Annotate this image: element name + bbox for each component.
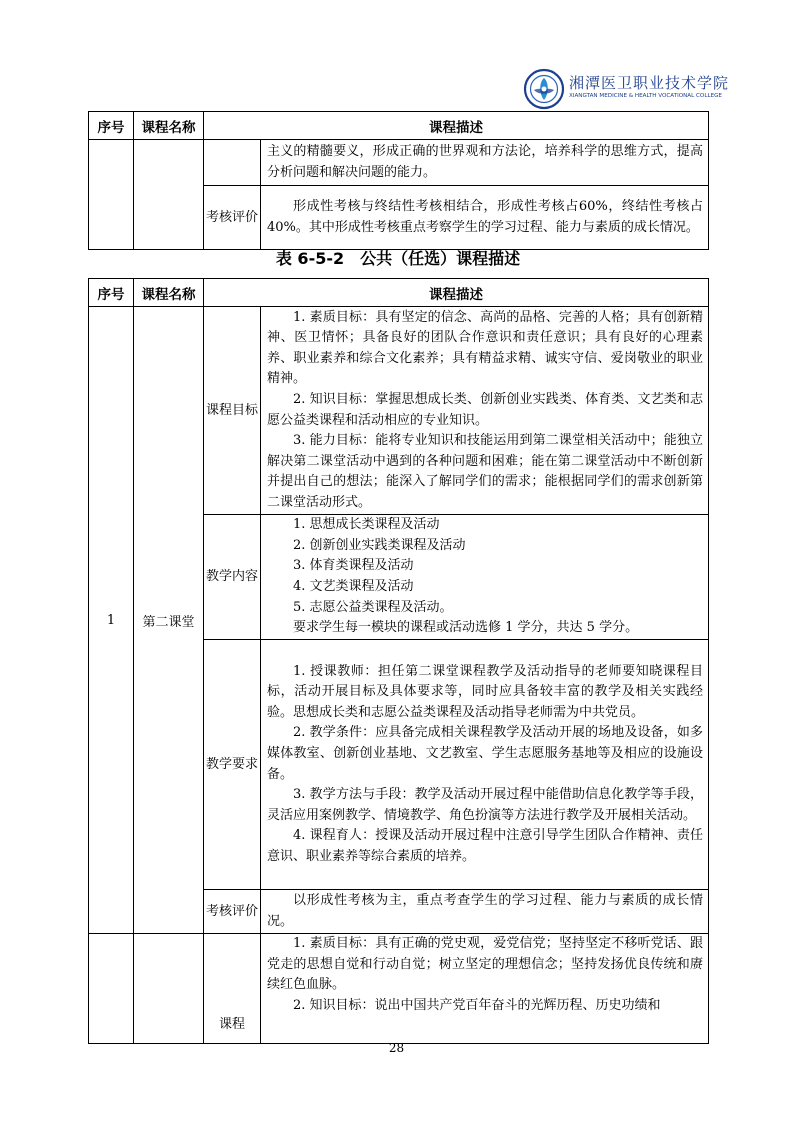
header-course-name: 课程名称 (134, 279, 204, 307)
header-course-desc: 课程描述 (204, 279, 709, 307)
content-requirement: 要求学生每一模块的课程或活动选修 1 学分，共达 5 学分。 (293, 620, 639, 636)
req-label: 教学要求 (204, 640, 261, 890)
header-seq: 序号 (89, 279, 134, 307)
table-row (89, 934, 709, 1044)
course-name-cell (134, 934, 204, 1044)
table-header-row (89, 112, 709, 140)
course-name-cell (134, 140, 204, 250)
goal-desc (261, 307, 709, 515)
table-header-row (89, 279, 709, 307)
req-desc (261, 640, 709, 890)
goal-label: 课程目标 (204, 307, 261, 515)
course-name-cell: 第二课堂 (134, 307, 204, 934)
req-teacher: 1. 授课教师：担任第二课堂课程教学及活动指导的老师要知晓课程目标，活动开展目标及具体要求等，同时应具备较丰富的教学及相关实践经验。思想成长类和志愿公益类课程及活动指导老师需为中共党员。 (267, 663, 703, 720)
college-logo (523, 68, 730, 112)
content-item: 2. 创新创业实践类课程及活动 (293, 537, 466, 553)
req-conditions: 2. 教学条件：应具备完成相关课程教学及活动开展的场地及设备，如多媒体教室、创新创业基地、文艺教室、学生志愿服务基地等及相应的设施设备。 (267, 725, 703, 782)
req-education: 4. 课程育人：授课及活动开展过程中注意引导学生团队合作精神、责任意识、职业素养等综合素质的培养。 (267, 828, 703, 864)
course-table-continued (88, 111, 709, 250)
label-cell (204, 140, 261, 186)
assess-label: 考核评价 (204, 186, 261, 250)
table-row (89, 140, 709, 186)
header-course-name: 课程名称 (134, 112, 204, 140)
desc-cell (261, 140, 709, 186)
assess-text: 形成性考核与终结性考核相结合，形成性考核占60%，终结性考核占40%。其中形成性考核重点考察学生的学习过程、能力与素质的成长情况。 (267, 198, 703, 235)
goal-text: 主义的精髓要义，形成正确的世界观和方法论，培养科学的思维方式，提高分析问题和解决问题的能力。 (267, 143, 703, 180)
content-item: 4. 文艺类课程及活动 (293, 579, 414, 594)
content-item: 5. 志愿公益类课程及活动。 (293, 599, 453, 615)
goal-ability: 3. 能力目标：能将专业知识和技能运用到第二课堂相关活动中；能独立解决第二课堂活动中遇到的各种问题和困难；能在第二课堂活动中不断创新并提出自己的想法；能深入了解同学们的需求；能根据同学们的需求创新第二课堂活动形式。 (267, 433, 703, 510)
header-course-desc: 课程描述 (204, 112, 709, 140)
assess-label: 考核评价 (204, 890, 261, 934)
elective-course-table (88, 278, 709, 1044)
assess-text: 以形成性考核为主，重点考查学生的学习过程、能力与素质的成长情况。 (267, 892, 703, 929)
seq-cell: 1 (89, 307, 134, 934)
assess-desc (261, 186, 709, 250)
table-row (89, 307, 709, 515)
content-label: 教学内容 (204, 515, 261, 640)
goal-quality: 1. 素质目标：具有正确的党史观，爱党信党；坚持坚定不移听党话、跟党走的思想自觉和行动自觉；树立坚定的理想信念；坚持发扬优良传统和赓续红色血脉。 (267, 936, 703, 993)
goal-desc (261, 934, 709, 1044)
assess-desc (261, 890, 709, 934)
goal-label: 课程 (204, 934, 261, 1044)
college-name-cn: 湘潭医卫职业技术学院 (569, 74, 730, 92)
goal-quality: 1. 素质目标：具有坚定的信念、高尚的品格、完善的人格；具有创新精神、医卫情怀；具备良好的团队合作意识和责任意识；具有良好的心理素养、职业素养和综合文化素养；具有精益求精、诚实守信、爱岗敬业的职业精神。 (267, 309, 703, 387)
content-item: 3. 体育类课程及活动 (293, 558, 414, 574)
page-number: 28 (388, 1041, 405, 1055)
content-desc (261, 515, 709, 640)
college-name-en: XIANGTAN MEDICINE & HEALTH VOCATIONAL COLLEGE (569, 93, 722, 99)
seq-cell (89, 140, 134, 250)
college-emblem-icon (523, 68, 565, 110)
content-item: 1. 思想成长类课程及活动 (293, 517, 440, 533)
req-methods: 3. 教学方法与手段：教学及活动开展过程中能借助信息化教学等手段，灵活应用案例教学、情境教学、角色扮演等方法进行教学及开展相关活动。 (267, 787, 703, 823)
goal-knowledge: 2. 知识目标：说出中国共产党百年奋斗的光辉历程、历史功绩和 (293, 997, 661, 1013)
seq-cell (89, 934, 134, 1044)
table-caption: 表 6-5-2 公共（任选）课程描述 (275, 249, 521, 268)
goal-knowledge: 2. 知识目标：掌握思想成长类、创新创业实践类、体育类、文艺类和志愿公益类课程和活动相应的专业知识。 (267, 391, 703, 428)
header-seq: 序号 (89, 112, 134, 140)
